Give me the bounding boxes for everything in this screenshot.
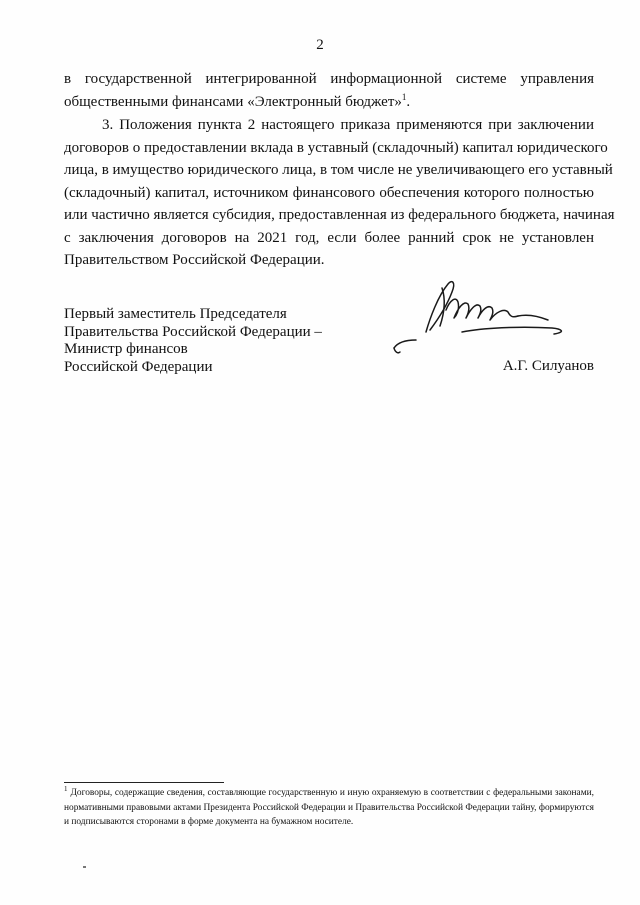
signer-name: А.Г. Силуанов xyxy=(502,358,594,374)
signatory-line: Правительства Российской Федерации – xyxy=(64,323,322,340)
text-line: (складочный) капитал, источником финансового обеспечения которого полностью xyxy=(64,184,594,201)
signatory-line: Первый заместитель Председателя xyxy=(64,306,287,322)
signatory-title xyxy=(64,306,322,376)
handwritten-signature xyxy=(386,270,576,365)
paragraph-continuation xyxy=(64,68,594,113)
signatory-line: Министр финансов xyxy=(64,341,188,357)
text-line: 3. Положения пункта 2 настоящего приказа применяются при заключении xyxy=(102,117,594,133)
footnote-mark: 1 xyxy=(64,784,68,793)
text-line-trailing: . xyxy=(406,93,411,110)
footnote-reference: 1 xyxy=(401,91,407,102)
footnote xyxy=(64,786,594,830)
text-line-last xyxy=(64,91,594,114)
scan-speck xyxy=(83,866,86,868)
footnote-text: Договоры, содержащие сведения, составляющие государственную и иную охраняемую в соответствии с федеральными законами, нормативными правовыми актами Президента Российской Федерации и Правительства Российской Федерации тайну, формируются и подписываются сторонами в форме документа на бумажном носителе. xyxy=(64,788,594,827)
signatory-line: Российской Федерации xyxy=(64,358,213,375)
text-line: или частично является субсидия, предоставленная из федерального бюджета, начиная xyxy=(64,207,615,223)
text-line-content: общественными финансами «Электронный бюджет» xyxy=(64,93,402,110)
text-line: договоров о предоставлении вклада в уставный (складочный) капитал юридического xyxy=(64,139,608,156)
paragraph-item-3 xyxy=(64,114,615,272)
text-line-last: Правительством Российской Федерации. xyxy=(64,252,325,268)
page-number: 2 xyxy=(316,37,324,53)
footnote-divider xyxy=(64,782,224,783)
text-line: в государственной интегрированной информационной системе управления xyxy=(64,71,594,87)
text-line: с заключения договоров на 2021 год, если более ранний срок не установлен xyxy=(64,229,594,246)
text-line: лица, в имущество юридического лица, в том числе не увеличивающего его уставный xyxy=(64,162,613,178)
